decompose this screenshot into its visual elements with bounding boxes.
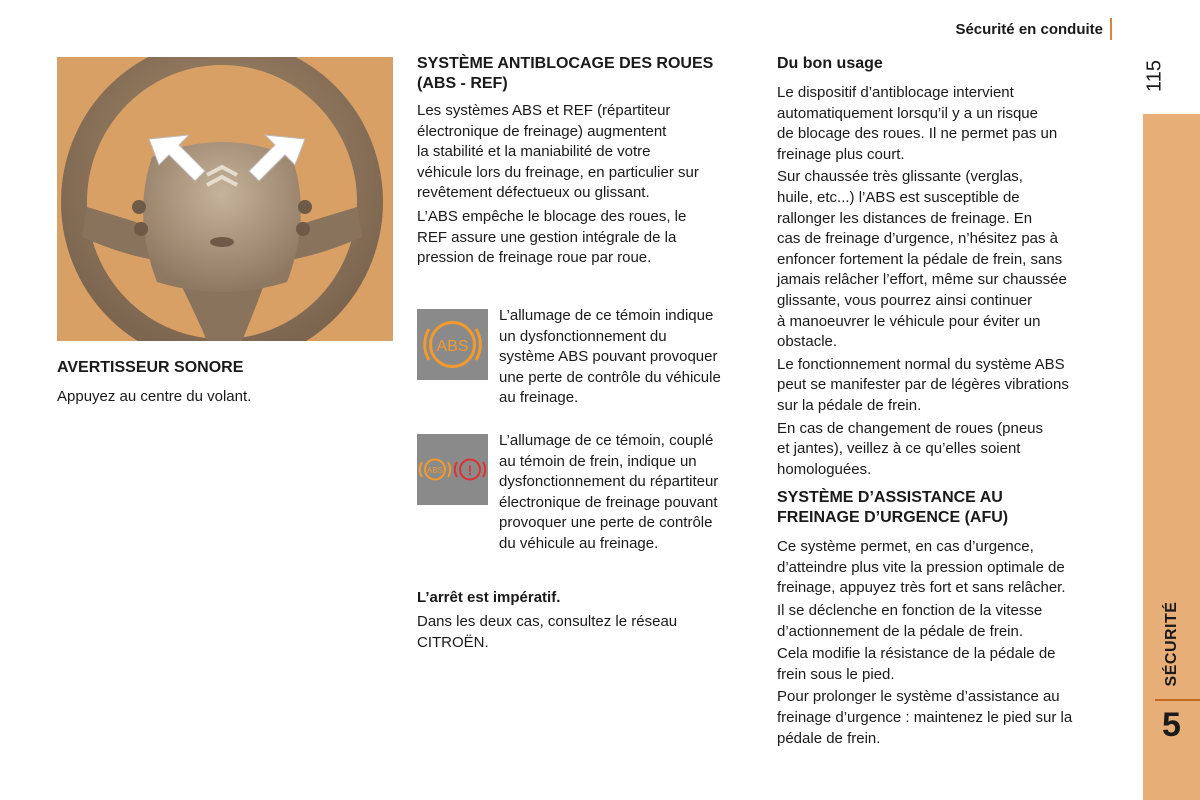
page-number [1140, 56, 1170, 96]
stop-imperative: L’arrêt est impératif. [417, 589, 561, 606]
abs-paragraph1: Les systèmes ABS et REF (répartiteur électronique de freinage) augmentent la stabilité et la maniabilité de votre véhicule lors du freinage, en particulier sur revêtement défectueux ou glissant. [417, 102, 699, 202]
chapter-side-tab [1143, 114, 1200, 800]
abs-heading-line1: SYSTÈME ANTIBLOCAGE DES ROUES [417, 55, 714, 72]
usage-paragraph3: Le fonctionnement normal du système ABS peut se manifester par de légères vibrations sur la pédale de frein. [777, 355, 1069, 414]
header-section-title: Sécurité en conduite [955, 21, 1103, 38]
chapter-divider [1155, 699, 1200, 701]
afu-paragraph4: Pour prolonger le système d’assistance au freinage d’urgence : maintenez le pied sur la pédale de frein. [777, 688, 1073, 747]
page-number-text: 115 [1143, 60, 1166, 92]
usage-section [777, 54, 1127, 749]
header-divider [1110, 18, 1112, 40]
abs-icon-label-small: ABS [426, 466, 444, 475]
abs-brake-warning-light-icon [417, 434, 488, 505]
horn-text: Appuyez au centre du volant. [57, 388, 252, 405]
afu-heading-line2: FREINAGE D’URGENCE (AFU) [777, 509, 1009, 527]
steering-wheel-image [57, 57, 393, 341]
afu-heading-line1: SYSTÈME D’ASSISTANCE AU [777, 489, 1003, 507]
brake-icon-label: ! [467, 462, 473, 478]
abs-paragraph2: L’ABS empêche le blocage des roues, le REF assure une gestion intégrale de la pression de freinage roue par roue. [417, 207, 687, 267]
abs-heading-line2: (ABS - REF) [417, 75, 508, 92]
usage-paragraph4: En cas de changement de roues (pneus et jantes), veillez à ce qu’elles soient homologuées. [777, 419, 1044, 478]
usage-heading: Du bon usage [777, 55, 883, 72]
afu-paragraph3: Cela modifie la résistance de la pédale de frein sous le pied. [777, 645, 1056, 683]
horn-heading: AVERTISSEUR SONORE [57, 359, 244, 376]
abs-icon-label: ABS [436, 338, 469, 355]
abs-warning-text: L’allumage de ce témoin indique un dysfonctionnement du système ABS pouvant provoquer une perte de contrôle du véhicule au freinage. [499, 307, 721, 407]
usage-paragraph1: Le dispositif d’antiblocage intervient automatiquement lorsqu’il y a un risque de blocage des roues. Il ne permet pas un freinage plus court. [777, 84, 1058, 163]
afu-paragraph1: Ce système permet, en cas d’urgence, d’atteindre plus vite la pression optimale de freinage, appuyez très fort et sans relâcher. [777, 538, 1066, 597]
steering-wheel-illustration [57, 57, 393, 341]
stop-text: Dans les deux cas, consultez le réseau CITROËN. [417, 613, 678, 651]
abs-section [417, 54, 762, 269]
afu-paragraph2: Il se déclenche en fonction de la vitesse d’actionnement de la pédale de frein. [777, 602, 1043, 640]
chapter-label-text: SÉCURITÉ [1162, 601, 1180, 687]
chapter-label [1143, 584, 1200, 704]
chapter-number: 5 [1162, 706, 1181, 744]
usage-paragraph2: Sur chaussée très glissante (verglas, huile, etc...) l’ABS est susceptible de rallonger les distances de freinage. En cas de freinage d’urgence, n’hésitez pas à enfoncer fortement la pédale de frein, sans jamais relâcher l’effort, même sur chaussée glissante, vous pourrez ainsi continuer à manoeuvrer le véhicule pour éviter un obstacle. [777, 168, 1067, 351]
abs-brake-warning-text: L’allumage de ce témoin, couplé au témoin de frein, indique un dysfonctionnement du répartiteur électronique de freinage pouvant provoquer une perte de contrôle du véhicule au freinage. [499, 432, 719, 552]
abs-warning-light-icon [417, 309, 488, 380]
